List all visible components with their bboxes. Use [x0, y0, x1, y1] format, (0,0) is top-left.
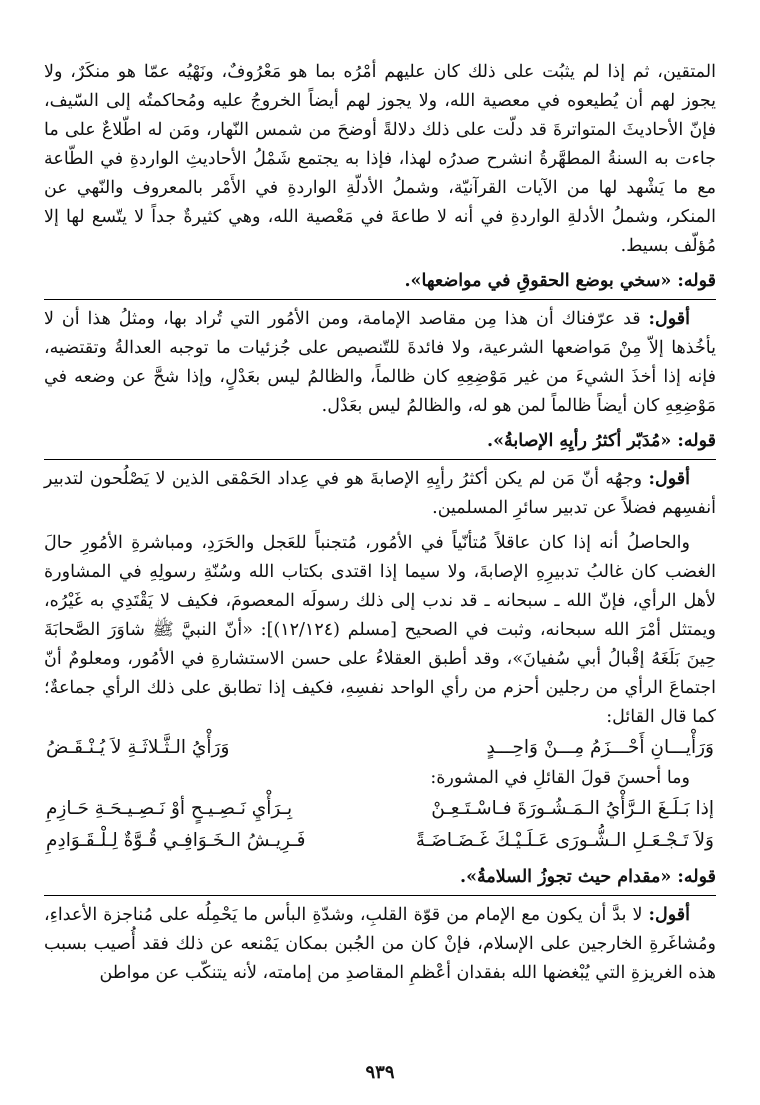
paragraph-manager	[44, 465, 716, 523]
paragraph-courage-text: لا بدَّ أن يكون مع الإمام من قوّة القلبِ، وشدّةِ البأس ما يَحْمِلُه على مُناجزة الأعداءِ، ومُشاغَرةِ الخارجين على الإسلام، فإنْ كان من الجُبن بمكان يَمْنعه عن ذلك فقد أُصيب بسبب هذه الغريزةِ التي يُبْغضها الله بفقدان أعْظمِ المقاصدِ من إمامته، لأنه يتنكّب عن مواطن	[44, 905, 716, 983]
verse-2-first-hemistich: إذا بَـلَـغَ الـرَّأْيُ الـمَـشُـورَةَ فـاسْـتَـعِـنْ	[431, 798, 714, 819]
verse-3-first-hemistich: وَلاَ تَـجْـعَـلِ الـشُّـورَى عَـلَـيْـكَ غَـضَـاضَـةً	[415, 830, 714, 851]
verse-1-second-hemistich: وَرَأْيُ الـثَّـلاثَـةِ لاَ يُـنْـقَـضُ	[46, 737, 230, 758]
section-heading-rights: قوله: «سخي بوضع الحقوقِ في مواضعها».	[404, 271, 716, 291]
paragraph-rights-text: قد عرّفناك أن هذا مِن مقاصد الإمامة، ومن الأمُور التي تُراد بها، ومثلُ هذا أن لا يأخُذها إلاّ مِنْ مَواضعها الشرعية، ولا فائدةَ للتّنصيص على جُزئيات ما توجبه العدالةُ وتقتضيه، فإنه إذا أخذَ الشيءَ من غير مَوْضِعِهِ كان ظالماً، والظالمُ ليس بعَدْلٍ، وإذا شحَّ عن وضعه في مَوْضِعِهِ كان أيضاً ظالماً لمن هو له، والظالمُ ليس بعَدْل.	[44, 309, 716, 416]
heading-divider	[44, 895, 716, 896]
paragraph-intro: المتقين، ثم إذا لم يثبُت على ذلك كان عليهم أمْرُه بما هو مَعْرُوفٌ، ونَهْيُه عمّا هو منكَرٌ، ولا يجوز لهم أن يُطيعوه في معصية الله، ولا يجوز لهم أيضاً الخروجُ عليه ومُحاكمتُه إلى السّيف، فإنّ الأحاديثَ المتواترةَ قد دلّت على ذلك دلالةً أوضحَ من شمس النّهار، ومَن له اطّلاعٌ على ما جاءت به السنةُ المطهَّرةُ انشرح صدرُه لهذا، فإذا به يجتمع شَمْلُ الأحاديثِ الواردةِ في الطّاعة مع ما يَشْهد لها من الآيات القرآنيّة، وشملُ الأدلّةِ الواردةِ في الأَمْر بالمعروف والنّهي عن المنكر، وشملُ الأدلةِ الواردةِ في أنه لا طاعةَ في مَعْصية الله، وهي كثيرةٌ جداً لا يتّسع لها إلا مُؤلّف بسيط.	[44, 62, 716, 256]
heading-divider	[44, 459, 716, 460]
verse-3-second-hemistich: فَـرِيـشُ الـخَـوَافِـي قُـوَّةٌ لِـلْـقَـوَادِمِ	[46, 830, 306, 851]
paragraph-courage	[44, 901, 716, 988]
aqul-label: أقول:	[648, 309, 690, 329]
paragraph-rights	[44, 305, 716, 421]
poetry-verse-1	[44, 732, 716, 764]
section-heading-courage: قوله: «مقدام حيث تجوزُ السلامةُ».	[460, 867, 716, 887]
paragraph-manager-text: وجهُه أنّ مَن لم يكن أكثرُ رأيِهِ الإصابةَ هو في عِداد الحَمْقى الذين لا يَصْلُحون لتدبير أنفسِهم فضلاً عن تدبير سائرِ المسلمين.	[44, 469, 716, 518]
heading-divider	[44, 299, 716, 300]
page-number: ٩٣٩	[365, 1062, 395, 1083]
poetry-verse-3	[44, 825, 716, 857]
poetry-verse-2	[44, 793, 716, 825]
verse-1-first-hemistich: وَرَأْيـــانِ أَحْـــزَمُ مِـــنْ وَاحِـــدٍ	[486, 737, 714, 758]
verse-2-second-hemistich: بِـرَأْيِ نَـصِـيـحٍ أوْ نَـصِـيـحَـةِ حَـازِمِ	[46, 798, 293, 819]
paragraph-conclusion: والحاصلُ أنه إذا كان عاقلاً مُتأنّياً في الأمُور، مُتجنباً للعَجل والحَرَدِ، ومباشرةِ الأمُورِ حالَ الغضب كان غالبُ تدبيرِهِ الإصابةَ، ولا سيما إذا اقتدى بكتاب الله وسُنّةِ رسولِهِ في المشاورة لأهل الرأي، فإنّ الله ـ سبحانه ـ قد ندب إلى ذلك رسولَه المعصومَ، فكيف لا يَقْتَدِي به غَيْرُه، ويمتثل أمْرَ الله سبحانه، وثبت في الصحيح [مسلم (١٢/١٢٤)]: «أنّ النبيَّ ﷺ شاوَرَ الصَّحابَةَ حِينَ بَلَغَهُ إقْبالُ أبي سُفيانَ»، وقد أطبق العقلاءُ على حسن الاستشارةِ في الأمُور، ومعلومٌ أنّ اجتماعَ الرأي من رجلين أحزم من رأي الواحد نفسِهِ، فكيف إذا تطابق على ذلك الرأي جماعةٌ؛ كما قال القائل:	[44, 533, 716, 727]
aqul-label: أقول:	[648, 469, 690, 489]
paragraph-shura-intro: وما أحسنَ قولَ القائلِ في المشورة:	[430, 768, 690, 788]
section-heading-manager: قوله: «مُدَبّر أكثرُ رأيِهِ الإصابةُ».	[487, 431, 716, 451]
aqul-label: أقول:	[648, 905, 690, 925]
